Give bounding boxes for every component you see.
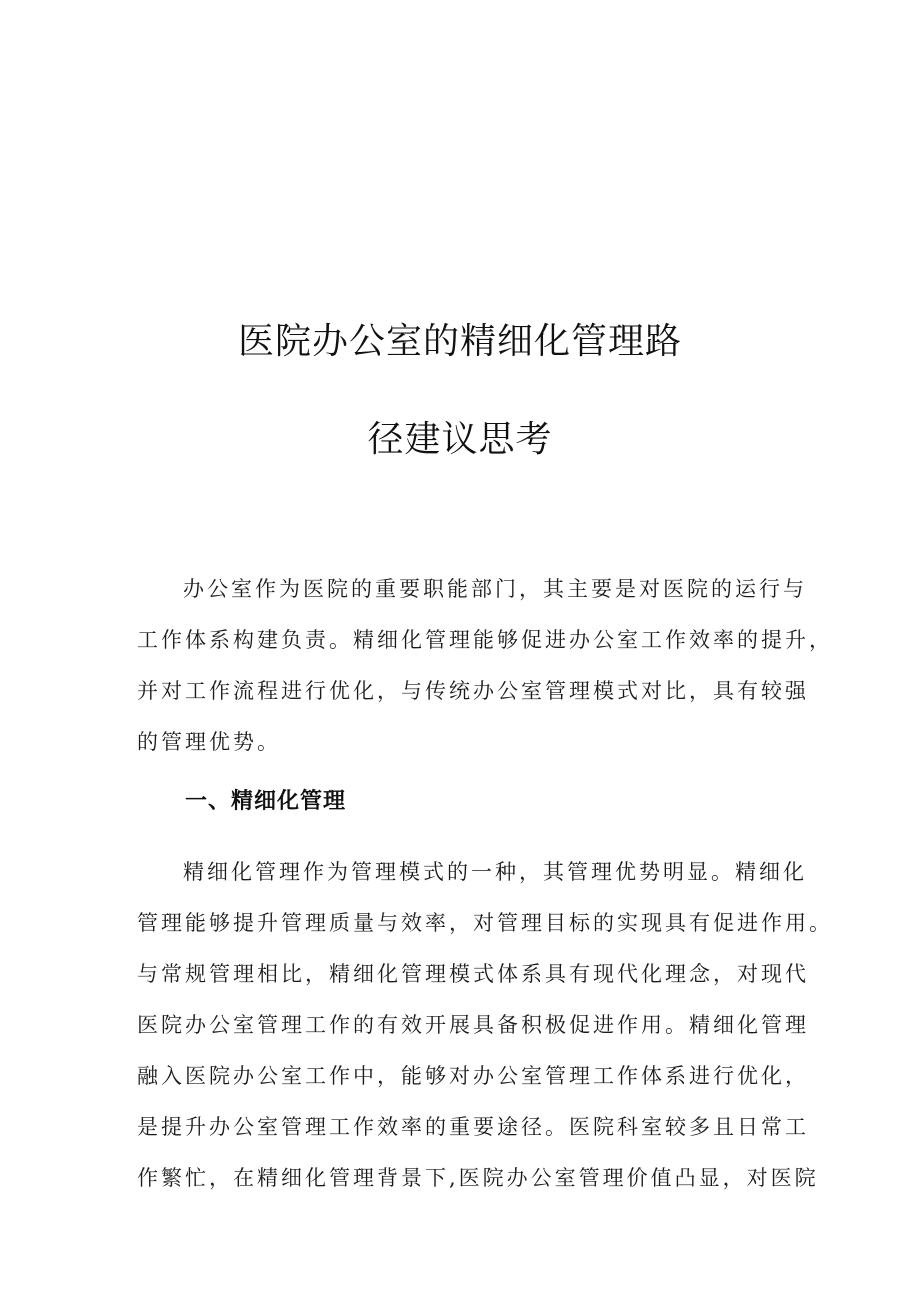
text-line: 的管理优势。 <box>137 730 281 754</box>
paragraph-intro <box>137 564 833 768</box>
text-line: 作繁忙，在精细化管理背景下,医院办公室管理价值凸显，对医院 <box>137 1166 819 1190</box>
text-line: 医院办公室管理工作的有效开展具备积极促进作用。精细化管理 <box>137 1013 809 1037</box>
text-line: 工作体系构建负责。精细化管理能够促进办公室工作效率的提升， <box>137 628 833 652</box>
document-title-line-2: 径建议思考 <box>367 419 553 460</box>
text-line: 办公室作为医院的重要职能部门，其主要是对医院的运行与 <box>183 577 807 601</box>
document-title-line-1: 医院办公室的精细化管理路 <box>237 321 682 362</box>
text-line: 并对工作流程进行优化，与传统办公室管理模式对比，具有较强 <box>137 679 809 703</box>
text-line: 管理能够提升管理质量与效率，对管理目标的实现具有促进作用。 <box>137 911 833 935</box>
text-line: 精细化管理作为管理模式的一种，其管理优势明显。精细化 <box>183 860 807 884</box>
paragraph-section-1 <box>137 847 833 1204</box>
section-heading-1: 一、精细化管理 <box>185 789 347 814</box>
text-line: 与常规管理相比，精细化管理模式体系具有现代化理念，对现代 <box>137 962 809 986</box>
text-line: 融入医院办公室工作中，能够对办公室管理工作体系进行优化， <box>137 1064 809 1088</box>
text-line: 是提升办公室管理工作效率的重要途径。医院科室较多且日常工 <box>137 1115 809 1139</box>
